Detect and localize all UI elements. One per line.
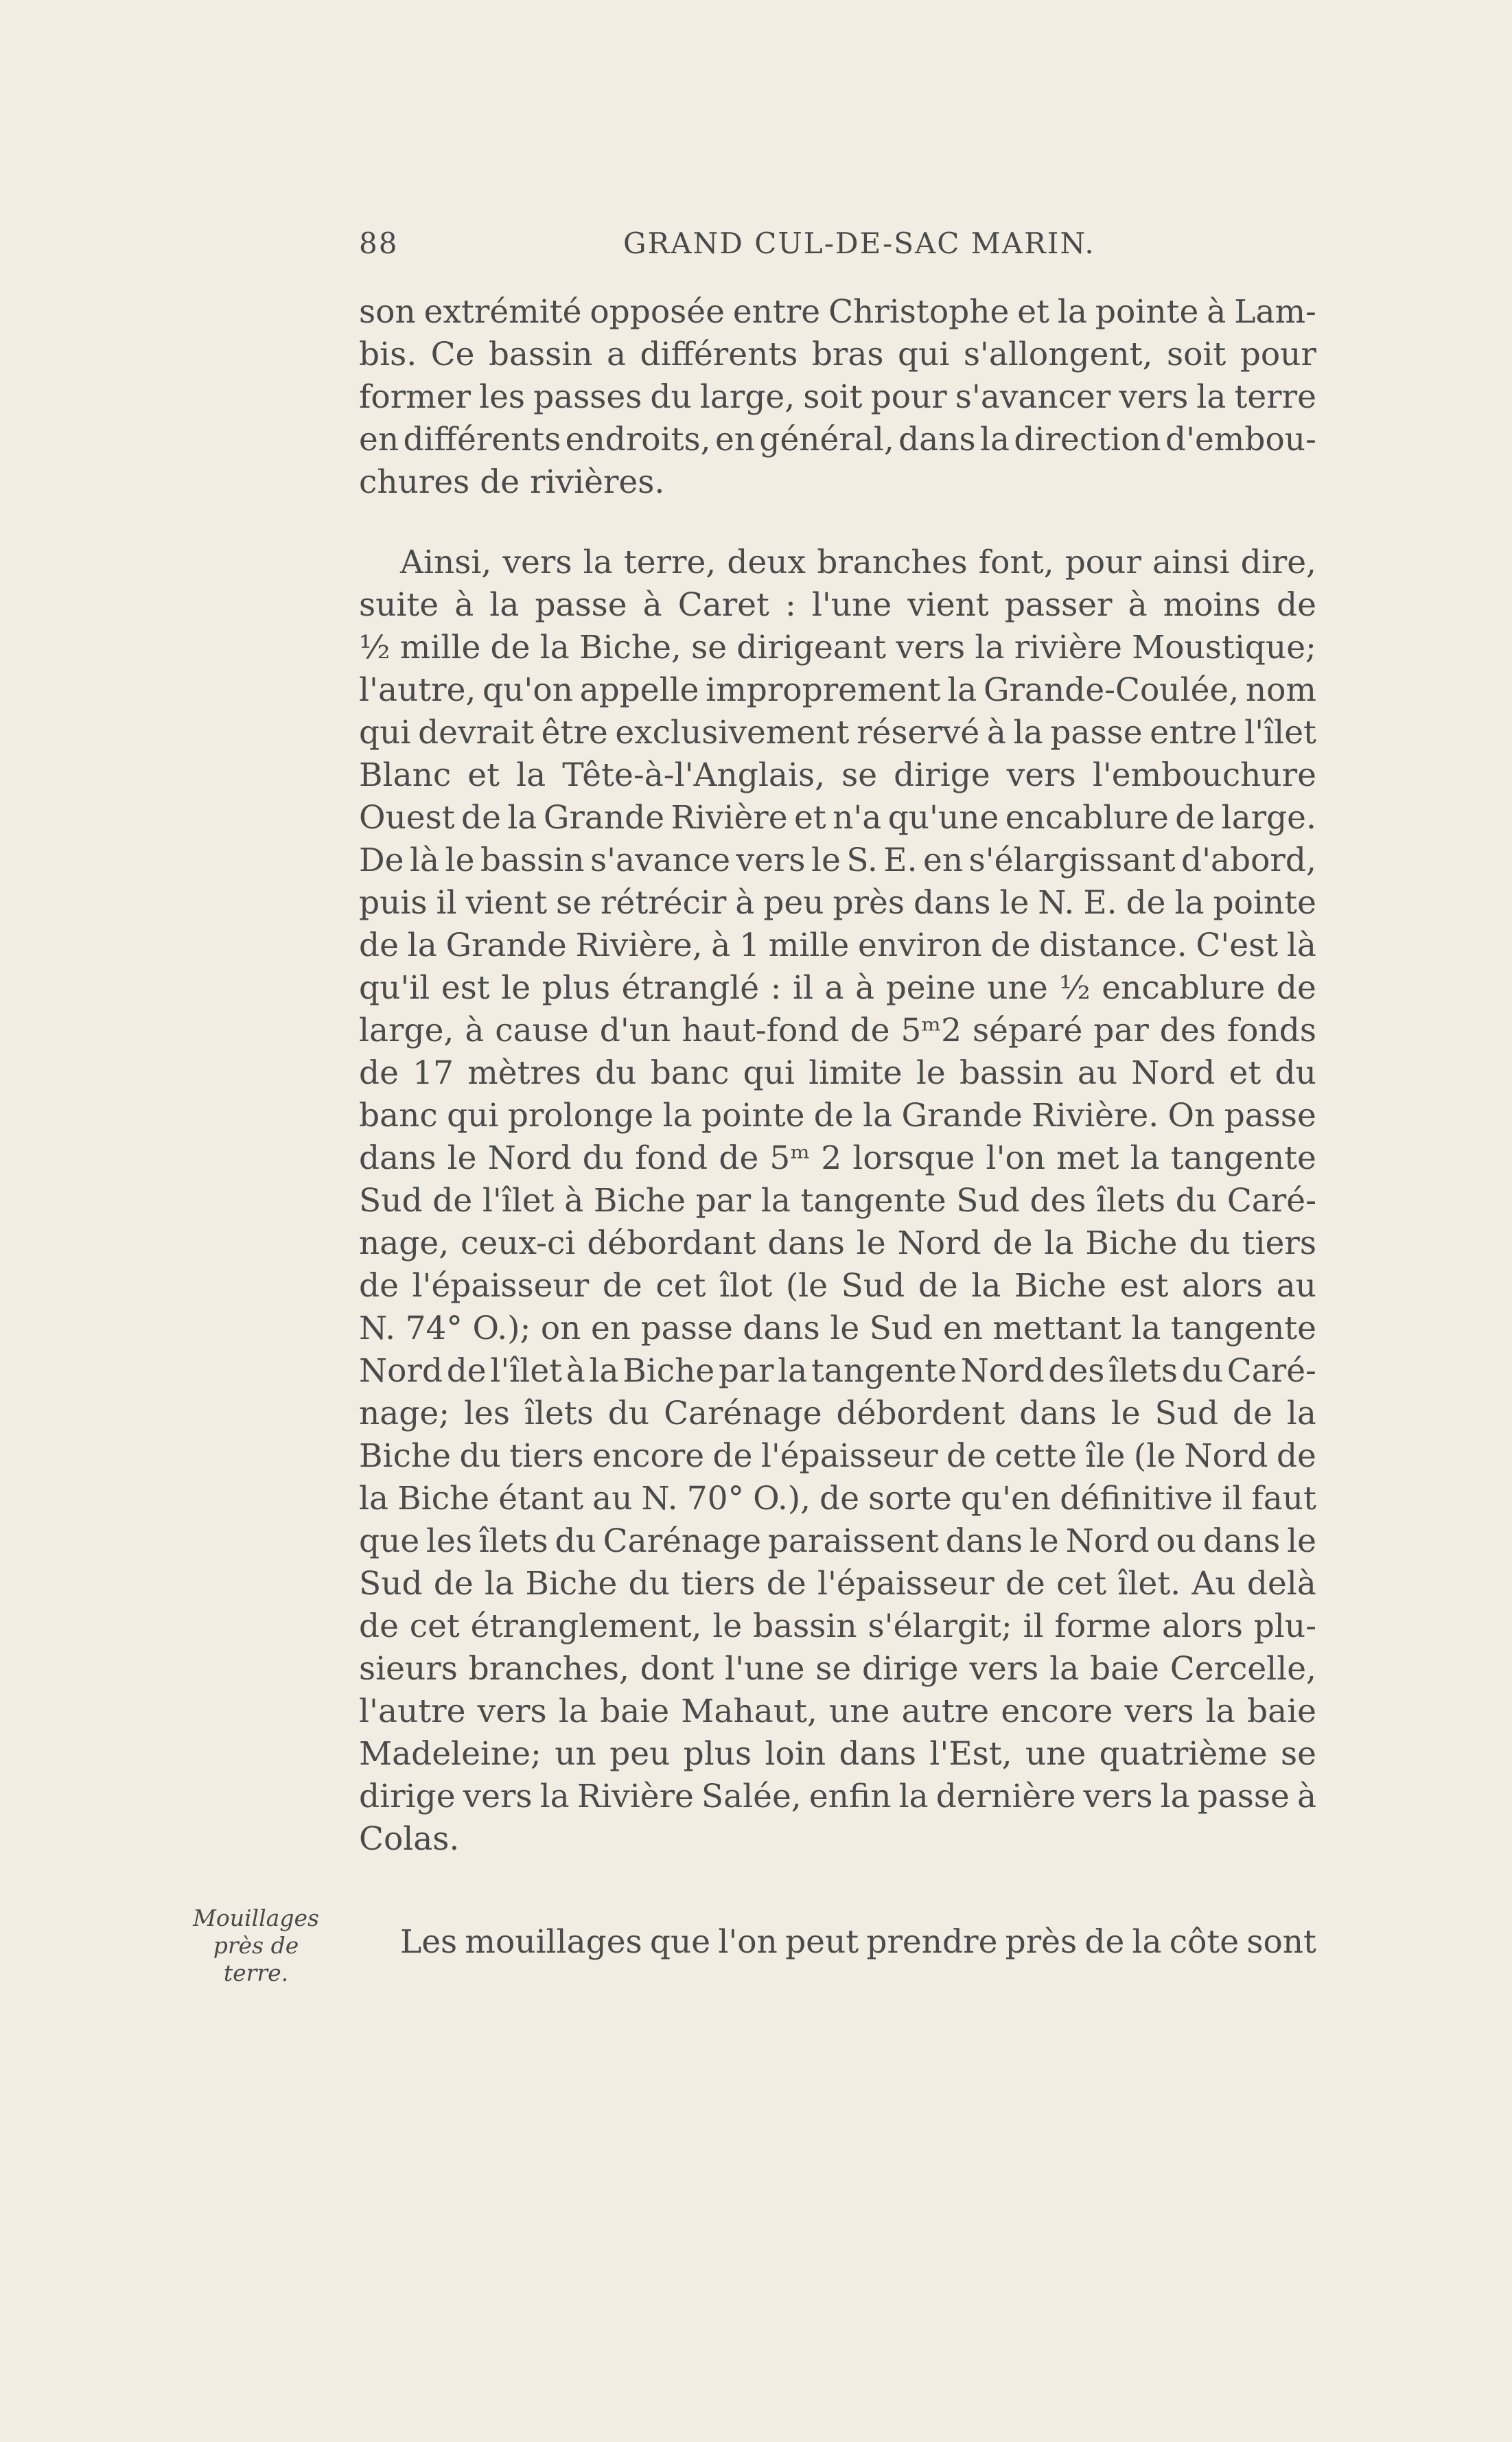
text-line: nage; les îlets du Carénage débordent dans le Sud de la [359,1395,1316,1432]
text-line: que les îlets du Carénage paraissent dans le Nord ou dans le [359,1522,1316,1560]
text-line: puis il vient se rétrécir à peu près dans le N. E. de la pointe [359,884,1316,922]
text-line: qui devrait être exclusivement réservé à la passe entre l'îlet [359,714,1316,752]
text-line: qu'il est le plus étranglé : il a à peine une ½ encablure de [359,969,1316,1007]
text-line: N. 74° O.); on en passe dans le Sud en mettant la tangente [359,1310,1316,1347]
text-line: sieurs branches, dont l'une se dirige vers la baie Cercelle, [359,1650,1316,1688]
text-line: large, à cause d'un haut-fond de 5ᵐ2 séparé par des fonds [359,1012,1316,1049]
text-line: Blanc et la Tête-à-l'Anglais, se dirige vers l'embouchure [359,756,1316,794]
text-line: Les mouillages que l'on peut prendre près de la côte sont [400,1923,1316,1961]
text-line: nage, ceux-ci débordant dans le Nord de la Biche du tiers [359,1224,1316,1262]
text-line: dirige vers la Rivière Salée, enfin la dernière vers la passe à [359,1778,1316,1815]
margin-note-line: près de terre. [213,1932,299,1986]
margin-note [184,1905,328,1987]
text-line: Colas. [359,1820,460,1858]
text-line: de la Grande Rivière, à 1 mille environ de distance. C'est là [359,927,1316,964]
text-line: la Biche étant au N. 70° O.), de sorte qu'en définitive il faut [359,1480,1316,1517]
text-line: Ainsi, vers la terre, deux branches font, pour ainsi dire, [400,544,1316,581]
text-line: dans le Nord du fond de 5ᵐ 2 lorsque l'on met la tangente [359,1139,1316,1177]
running-title: GRAND CUL-DE-SAC MARIN. [623,226,1095,260]
text-line: l'autre, qu'on appelle improprement la Grande-Coulée, nom [359,671,1316,709]
text-line: former les passes du large, soit pour s'avancer vers la terre [359,378,1316,416]
text-line: Sud de la Biche du tiers de l'épaisseur de cet îlet. Au delà [359,1565,1316,1603]
text-line: De là le bassin s'avance vers le S. E. en s'élargissant d'abord, [359,841,1316,879]
text-line: de 17 mètres du banc qui limite le bassin au Nord et du [359,1054,1316,1092]
margin-note-line: Mouillages [193,1905,319,1931]
page-number: 88 [359,226,399,260]
page-header [359,226,1316,275]
text-line: chures de rivières. [359,463,665,501]
text-line: en différents endroits, en général, dans la direction d'embou- [359,421,1316,458]
text-line: de cet étranglement, le bassin s'élargit; il forme alors plu- [359,1607,1316,1645]
text-line: Sud de l'îlet à Biche par la tangente Sud des îlets du Caré- [359,1182,1316,1220]
text-line: ½ mille de la Biche, se dirigeant vers la rivière Moustique; [359,629,1316,666]
text-line: banc qui prolonge la pointe de la Grande Rivière. On passe [359,1097,1316,1135]
text-line: bis. Ce bassin a différents bras qui s'allongent, soit pour [359,336,1316,373]
text-line: Biche du tiers encore de l'épaisseur de cette île (le Nord de [359,1437,1316,1475]
text-line: de l'épaisseur de cet îlot (le Sud de la Biche est alors au [359,1267,1316,1305]
text-line: suite à la passe à Caret : l'une vient passer à moins de [359,586,1316,624]
text-line: Ouest de la Grande Rivière et n'a qu'une encablure de large. [359,799,1316,837]
text-line: Madeleine; un peu plus loin dans l'Est, une quatrième se [359,1735,1316,1773]
text-line: l'autre vers la baie Mahaut, une autre encore vers la baie [359,1693,1316,1730]
text-line: Nord de l'îlet à la Biche par la tangente Nord des îlets du Caré- [359,1352,1316,1390]
text-line: son extrémité opposée entre Christophe et la pointe à Lam- [359,293,1316,331]
